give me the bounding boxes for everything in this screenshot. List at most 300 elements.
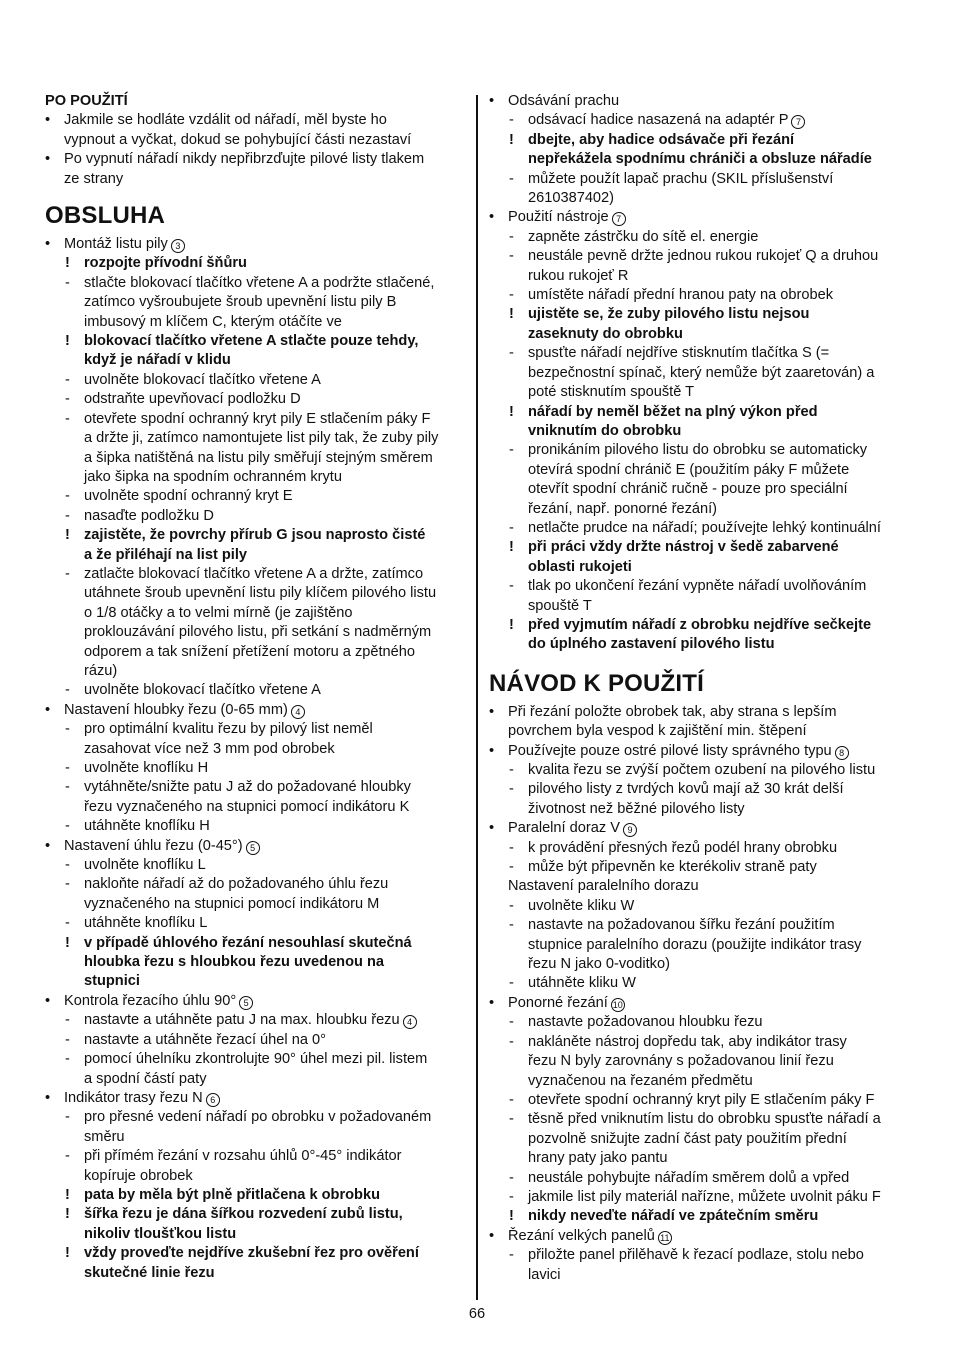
line-text: kvalita řezu se zvýší počtem ozubení na pilového listu <box>528 762 876 778</box>
line-text: pronikáním pilového listu do obrobku se automaticky <box>528 442 868 459</box>
line-text: blokovací tlačítko vřetene A stlačte pouze tehdy, <box>84 333 419 350</box>
dash-marker: - <box>509 112 514 129</box>
warning-marker: ! <box>509 1208 514 1225</box>
text-line <box>489 558 914 577</box>
line-text: zasahovat více než 3 mm pod obrobek <box>84 740 335 757</box>
text-line <box>45 293 465 312</box>
text-line <box>45 720 465 739</box>
text-line <box>489 267 914 286</box>
text-line <box>45 1108 465 1127</box>
bullet-marker: • <box>489 703 495 720</box>
dash-marker: - <box>509 578 514 595</box>
line-text: odporem a tak snížení přetížení motoru a zpětného <box>84 643 415 660</box>
text-line <box>45 759 465 778</box>
dash-marker: - <box>509 781 514 798</box>
text-line <box>489 131 914 150</box>
dash-marker: - <box>509 975 514 992</box>
text-line <box>489 635 914 654</box>
text-line <box>489 344 914 363</box>
text-line <box>489 286 914 305</box>
text-line <box>45 604 465 623</box>
line-text: Používejte pouze ostré pilové listy správného typu <box>508 742 832 759</box>
text-line <box>45 681 465 700</box>
dash-marker: - <box>65 682 70 699</box>
line-text: spusťte nářadí nejdříve stisknutím tlačítka S (= <box>528 345 830 362</box>
text-line <box>45 914 465 933</box>
line-text: vytáhněte/snižte patu J až do požadované hloubky <box>84 779 411 796</box>
line-text: lavici <box>528 1266 561 1283</box>
subheading <box>45 92 465 111</box>
text-line <box>489 305 914 324</box>
line-text: stlačte blokovací tlačítko vřetene A a podržte stlačené, <box>84 274 435 291</box>
line-text: nepřekážela spodnímu chrániči a obsluze nářadíe <box>528 151 872 168</box>
bullet-marker: • <box>489 93 495 109</box>
dash-marker: - <box>65 1109 70 1126</box>
text-line <box>45 953 465 972</box>
text-line <box>489 1246 914 1265</box>
text-line <box>45 643 465 662</box>
text-line <box>489 1091 914 1110</box>
text-line <box>45 449 465 468</box>
text-line <box>45 972 465 991</box>
text-line <box>489 189 914 208</box>
figure-ref-icon: 7 <box>791 115 805 129</box>
dash-marker: - <box>509 248 514 265</box>
line-text: povrchem byla vespod k zajištění min. štěpení <box>508 723 807 740</box>
text-line <box>489 403 914 422</box>
line-text: otevřete spodní ochranný kryt pily E stlačením páky F <box>528 1091 875 1108</box>
text-line <box>45 313 465 332</box>
line-text: a držte ji, zatímco namontujete list pily tak, že zuby pily <box>84 430 439 447</box>
figure-ref-icon: 10 <box>612 999 623 1010</box>
line-text: skutečné linie řezu <box>84 1264 215 1281</box>
bullet-marker: • <box>45 236 51 253</box>
figure-ref-icon: 11 <box>658 1231 672 1245</box>
text-line <box>45 235 465 254</box>
line-text: Po vypnutí nářadí nikdy nepřibrzďujte pilové listy tlakem <box>64 151 425 168</box>
page-number: 66 <box>468 1306 486 1322</box>
line-text: nikoliv tloušťkou listu <box>84 1225 237 1242</box>
figure-ref-icon: 6 <box>206 1093 220 1107</box>
text-line <box>45 351 465 370</box>
text-line <box>489 92 914 111</box>
line-text: odstraňte upevňovací podložku D <box>84 391 301 408</box>
dash-marker: - <box>509 1033 514 1050</box>
line-text: netlačte prudce na nářadí; používejte lehký kontinuální <box>528 519 881 536</box>
bullet-marker: • <box>489 994 495 1011</box>
line-text: Použití nástroje <box>508 209 609 226</box>
text-line <box>45 856 465 875</box>
text-line <box>45 623 465 642</box>
dash-marker: - <box>509 1014 514 1031</box>
text-line <box>45 1244 465 1263</box>
warning-marker: ! <box>65 333 70 350</box>
text-line <box>45 1167 465 1186</box>
text-line <box>45 429 465 448</box>
line-text: při přímém řezání v rozsahu úhlů 0°-45° indikátor <box>84 1148 402 1165</box>
line-text: nikdy neveďte nářadí ve zpátečním směru <box>528 1208 819 1225</box>
dash-marker: - <box>65 760 70 776</box>
line-text: uvolněte blokovací tlačítko vřetene A <box>84 682 321 699</box>
line-text: tlak po ukončení řezání vypněte nářadí uvolňováním <box>528 578 867 595</box>
text-line <box>45 837 465 856</box>
text-line <box>489 1227 914 1246</box>
dash-marker: - <box>509 859 514 876</box>
line-text: a že přiléhají na list pily <box>84 546 248 563</box>
line-text: uvolněte spodní ochranný kryt E <box>84 488 293 505</box>
line-text: ujistěte se, že zuby pilového listu nejsou <box>528 306 810 323</box>
line-text: PO POUŽITÍ <box>45 93 128 109</box>
text-line <box>489 364 914 383</box>
warning-marker: ! <box>509 403 514 420</box>
line-text: zapněte zástrčku do sítě el. energie <box>528 228 759 245</box>
dash-marker: - <box>509 839 514 856</box>
line-text: Odsávání prachu <box>508 93 620 109</box>
text-line <box>45 131 465 150</box>
dash-marker: - <box>509 442 514 459</box>
line-text: utáhněte knoflíku H <box>84 818 210 835</box>
text-line <box>45 1050 465 1069</box>
text-line <box>489 1149 914 1168</box>
text-line <box>45 875 465 894</box>
text-line <box>45 740 465 759</box>
text-line <box>489 325 914 344</box>
text-line <box>489 1169 914 1188</box>
line-text: poté stisknutím spouště T <box>528 384 695 401</box>
bullet-marker: • <box>489 209 495 226</box>
line-text: jakmile list pily materiál nařízne, můžete uvolnit páku F <box>528 1188 881 1205</box>
text-line <box>489 761 914 780</box>
warning-marker: ! <box>65 1245 70 1262</box>
line-text: uvolněte kliku W <box>528 897 635 914</box>
figure-ref-icon: 7 <box>612 212 626 226</box>
text-line <box>45 526 465 545</box>
line-text: nakláněte nástroj dopředu tak, aby indikátor trasy <box>528 1033 847 1050</box>
line-text: utáhnete šroub upevnění listu pily klíčem pilového listu <box>84 585 437 602</box>
text-line <box>489 577 914 596</box>
text-line <box>489 1110 914 1129</box>
line-text: umístěte nářadí přední hranou paty na obrobek <box>528 287 834 304</box>
dash-marker: - <box>65 1148 70 1165</box>
text-line <box>489 1013 914 1032</box>
line-text: může být připevněn ke kterékoliv straně paty <box>528 859 817 876</box>
line-text: můžete použít lapač prachu (SKIL příslušenství <box>528 170 834 187</box>
warning-marker: ! <box>65 527 70 544</box>
line-text: zatímco vyšroubujete šroub upevnění listu pily B <box>84 294 397 311</box>
line-text: oblasti rukojeti <box>528 558 632 575</box>
dash-marker: - <box>509 1091 514 1108</box>
line-text: jako šipka na spodním ochranném krytu <box>84 468 342 485</box>
text-line <box>45 1011 465 1030</box>
line-text: dbejte, aby hadice odsávače při řezání <box>528 131 795 148</box>
bullet-marker: • <box>489 742 495 759</box>
bullet-marker: • <box>489 820 495 837</box>
figure-ref-icon: 5 <box>246 841 260 855</box>
text-line <box>489 858 914 877</box>
line-text: Nastavení hloubky řezu (0-65 mm) <box>64 701 288 718</box>
line-text: nastavte požadovanou hloubku řezu <box>528 1014 763 1031</box>
dash-marker: - <box>65 818 70 835</box>
text-line <box>45 1070 465 1089</box>
figure-ref-icon: 4 <box>291 705 305 719</box>
line-text: a šipka natištěná na listu pily směřují stejným směrem <box>84 449 433 466</box>
line-text: vždy proveďte nejdříve zkušební řez pro ověření <box>84 1245 419 1262</box>
text-line <box>45 150 465 169</box>
line-text: směru <box>84 1128 125 1145</box>
line-text: uvolněte knoflíku L <box>84 857 206 874</box>
line-text: nastavte a utáhněte řezací úhel na 0° <box>84 1031 326 1048</box>
warning-marker: ! <box>65 1186 70 1203</box>
bullet-marker: • <box>45 112 51 129</box>
dash-marker: - <box>509 228 514 245</box>
section-heading <box>45 201 465 231</box>
dash-marker: - <box>65 488 70 505</box>
line-text: pro přesné vedení nářadí po obrobku v požadovaném <box>84 1109 432 1126</box>
line-text: řezání, např. ponorné řezání) <box>528 500 718 517</box>
figure-ref-icon: 8 <box>835 746 849 760</box>
text-line <box>45 1186 465 1205</box>
dash-marker: - <box>65 1012 70 1029</box>
figure-ref-icon: 9 <box>623 823 637 837</box>
line-text: Při řezání položte obrobek tak, aby strana s lepším <box>508 703 837 720</box>
text-line <box>489 897 914 916</box>
line-text: pilového listy z tvrdých kovů mají až 30 krát delší <box>528 781 844 798</box>
text-line <box>45 507 465 526</box>
text-line <box>489 208 914 227</box>
text-line <box>45 584 465 603</box>
dash-marker: - <box>509 170 514 187</box>
line-text: přiložte panel přilěhavě k řezací podlaze, stolu nebo <box>528 1247 864 1264</box>
line-text: rukou rukojeť R <box>528 267 629 284</box>
dash-marker: - <box>65 507 70 524</box>
text-line <box>489 722 914 741</box>
dash-marker: - <box>65 1051 70 1068</box>
text-line <box>45 1225 465 1244</box>
text-line <box>45 1031 465 1050</box>
text-line <box>45 332 465 351</box>
text-line <box>45 798 465 817</box>
text-line <box>489 955 914 974</box>
text-line <box>489 974 914 993</box>
dash-marker: - <box>65 876 70 893</box>
text-line <box>489 170 914 189</box>
line-text: k provádění přesných řezů podél hrany obrobku <box>528 839 838 856</box>
text-line <box>489 1188 914 1207</box>
warning-marker: ! <box>509 616 514 633</box>
text-line <box>489 1052 914 1071</box>
dash-marker: - <box>65 779 70 796</box>
line-text: před vyjmutím nářadí z obrobku nejdříve sečkejte <box>528 616 872 633</box>
text-line <box>45 410 465 429</box>
text-line <box>489 461 914 480</box>
text-line <box>489 877 914 896</box>
dash-marker: - <box>65 371 70 388</box>
text-line <box>489 519 914 538</box>
line-text: neustále pohybujte nářadím směrem dolů a vpřed <box>528 1169 850 1186</box>
dash-marker: - <box>65 721 70 738</box>
text-line <box>489 597 914 616</box>
line-text: Řezání velkých panelů <box>508 1227 655 1244</box>
line-text: utáhněte kliku W <box>528 975 636 992</box>
text-line <box>45 1128 465 1147</box>
line-text: stupnice paralelního dorazu (použijte indikátor trasy <box>528 936 862 953</box>
line-text: nakloňte nářadí až do požadovaného úhlu řezu <box>84 876 389 893</box>
text-line <box>45 111 465 130</box>
text-line <box>489 1130 914 1149</box>
text-line <box>45 701 465 720</box>
dash-marker: - <box>65 915 70 932</box>
line-text: Montáž listu pily <box>64 236 168 253</box>
dash-marker: - <box>509 897 514 914</box>
line-text: otevřete spodní ochranný kryt pily E stlačením páky F <box>84 410 431 427</box>
text-line <box>489 994 914 1013</box>
text-line <box>45 817 465 836</box>
text-line <box>489 247 914 266</box>
figure-ref-icon: 5 <box>239 996 253 1010</box>
figure-ref-icon: 3 <box>171 239 185 253</box>
text-line <box>489 441 914 460</box>
text-line <box>45 390 465 409</box>
line-text: hrany paty jako pantu <box>528 1150 668 1167</box>
dash-marker: - <box>509 1247 514 1264</box>
line-text: otevírá spodní chránič E (použitím páky F můžete <box>528 461 850 478</box>
text-line <box>489 1207 914 1226</box>
text-line <box>45 1264 465 1283</box>
line-text: vniknutím do obrobku <box>528 422 682 439</box>
line-text: zaseknuty do obrobku <box>528 325 683 342</box>
dash-marker: - <box>65 274 70 291</box>
text-line <box>489 1266 914 1285</box>
line-text: ze strany <box>64 170 124 187</box>
line-text: kopíruje obrobek <box>84 1167 193 1184</box>
warning-marker: ! <box>65 1206 70 1223</box>
left-column <box>45 92 465 1283</box>
line-text: nastavte a utáhněte patu J na max. hloubku řezu <box>84 1012 400 1029</box>
line-text: utáhněte knoflíku L <box>84 915 208 932</box>
text-line <box>489 800 914 819</box>
line-text: zajistěte, že povrchy přírub G jsou naprosto čisté <box>84 527 426 544</box>
text-line <box>489 780 914 799</box>
line-text: nastavte na požadovanou šířku řezání použitím <box>528 917 835 934</box>
line-text: v případě úhlového řezání nesouhlasí skutečná <box>84 934 412 951</box>
dash-marker: - <box>65 391 70 408</box>
line-text: Nastavení úhlu řezu (0-45°) <box>64 837 243 854</box>
text-line <box>45 1205 465 1224</box>
dash-marker: - <box>509 345 514 362</box>
text-line <box>45 371 465 390</box>
line-text: těsně před vniknutím listu do obrobku spusťte nářadí a <box>528 1111 881 1128</box>
right-column <box>489 92 914 1285</box>
dash-marker: - <box>509 1169 514 1186</box>
warning-marker: ! <box>509 131 514 148</box>
bullet-marker: • <box>45 992 51 1009</box>
line-text: Ponorné řezání <box>508 994 608 1011</box>
line-text: pozvolně snižujte zadní část paty použitím přední <box>528 1130 847 1147</box>
line-text: otevřít spodní chránič ručně - pouze pro speciální <box>528 481 848 498</box>
bullet-marker: • <box>45 1089 51 1106</box>
text-line <box>45 1089 465 1108</box>
line-text: nasaďte podložku D <box>84 507 214 524</box>
text-line <box>45 565 465 584</box>
dash-marker: - <box>509 287 514 304</box>
text-line <box>489 839 914 858</box>
figure-ref-icon: 4 <box>403 1015 417 1029</box>
text-line <box>489 703 914 722</box>
line-text: proklouzávání pilového listu, při setkání s nadměrným <box>84 624 432 641</box>
text-line <box>45 254 465 273</box>
line-text: 2610387402) <box>528 190 615 207</box>
line-text: neustále pevně držte jednou rukou rukojeť Q a druhou <box>528 248 879 265</box>
warning-marker: ! <box>509 539 514 556</box>
text-line <box>489 422 914 441</box>
dash-marker: - <box>65 410 70 427</box>
line-text: imbusový m klíčem C, kterým otáčíte ve <box>84 313 342 330</box>
text-line <box>489 383 914 402</box>
text-line <box>45 778 465 797</box>
text-line <box>45 170 465 189</box>
line-text: vyznačenou na řezaném předmětu <box>528 1072 753 1089</box>
line-text: rozpojte přívodní šňůru <box>84 255 247 272</box>
column-divider <box>476 95 478 1300</box>
line-text: při práci vždy držte nástroj v šedě zabarvené <box>528 539 839 556</box>
text-line <box>45 546 465 565</box>
text-line <box>45 992 465 1011</box>
text-line <box>489 916 914 935</box>
text-line <box>45 468 465 487</box>
text-line <box>489 500 914 519</box>
line-text: řezu vyznačeného na stupnici pomocí indikátoru K <box>84 798 410 815</box>
line-text: Jakmile se hodláte vzdálit od nářadí, měl byste ho <box>64 112 387 129</box>
line-text: Paralelní doraz V <box>508 820 620 837</box>
line-text: Kontrola řezacího úhlu 90° <box>64 992 237 1009</box>
dash-marker: - <box>509 1111 514 1128</box>
dash-marker: - <box>65 565 70 582</box>
text-line <box>45 662 465 681</box>
line-text: a spodní částí paty <box>84 1070 207 1087</box>
text-line <box>45 1147 465 1166</box>
line-text: pro optimální kvalitu řezu by pilový list neměl <box>84 721 373 738</box>
text-line <box>489 616 914 635</box>
line-text: OBSLUHA <box>45 202 166 230</box>
line-text: životnost než běžné pilového listy <box>528 800 745 817</box>
dash-marker: - <box>509 1188 514 1205</box>
text-line <box>489 936 914 955</box>
line-text: řezu N byly zarovnány s požadovanou linií řezu <box>528 1053 834 1070</box>
line-text: Indikátor trasy řezu N <box>64 1089 203 1106</box>
warning-marker: ! <box>65 934 70 951</box>
line-text: Nastavení paralelního dorazu <box>508 878 699 895</box>
line-text: stupnici <box>84 973 140 990</box>
text-line <box>489 1072 914 1091</box>
dash-marker: - <box>509 917 514 934</box>
line-text: o 1/8 otáčky a to velmi mírně (je zajištěno <box>84 604 353 621</box>
text-line <box>489 819 914 838</box>
line-text: uvolněte knoflíku H <box>84 760 209 776</box>
line-text: nářadí by neměl běžet na plný výkon před <box>528 403 818 420</box>
line-text: vyznačeného na stupnici pomocí indikátoru M <box>84 895 380 912</box>
section-heading <box>489 669 914 699</box>
line-text: bezpečnostní spínač, který nemůže být zaaretován) a <box>528 364 875 381</box>
line-text: vypnout a vyčkat, dokud se pohybující části nezastaví <box>64 131 412 148</box>
bullet-marker: • <box>489 1227 495 1244</box>
line-text: odsávací hadice nasazená na adaptér P <box>528 112 789 129</box>
text-line <box>45 487 465 506</box>
text-line <box>45 274 465 293</box>
dash-marker: - <box>65 857 70 874</box>
text-line <box>489 742 914 761</box>
bullet-marker: • <box>45 151 51 168</box>
warning-marker: ! <box>509 306 514 323</box>
